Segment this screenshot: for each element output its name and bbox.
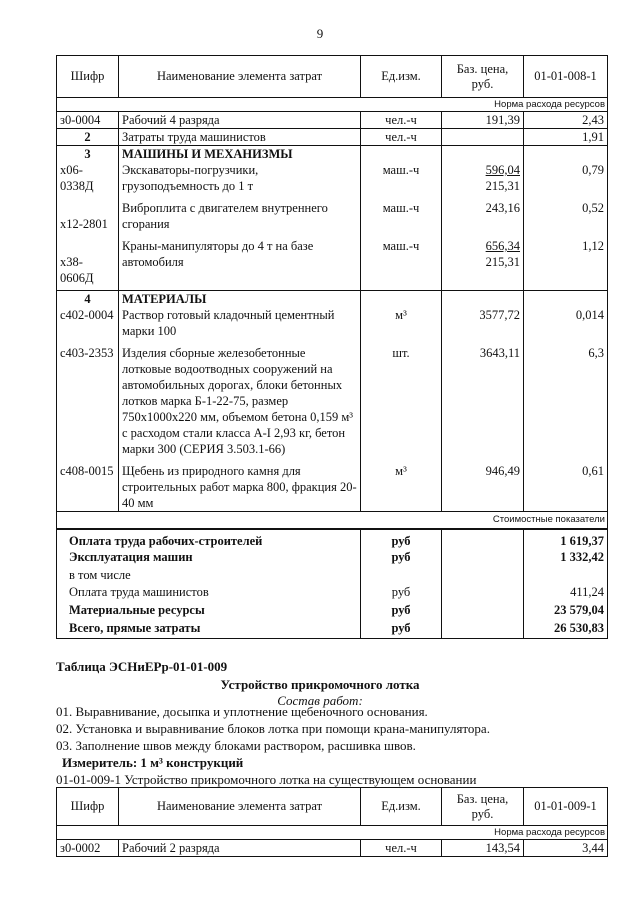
machines-section [57, 146, 608, 291]
row-name: Краны-манипуляторы до 4 т на базе автомобиля [122, 239, 314, 269]
cost-item-value [527, 567, 604, 584]
row-unit: чел.-ч [361, 840, 442, 857]
row-price: 143,54 [442, 840, 524, 857]
header-name: Наименование элемента затрат [119, 788, 361, 826]
header-norm-code: 01-01-008-1 [524, 56, 608, 98]
cost-item-value: 1 619,37 [560, 534, 604, 548]
cost-item-label: Всего, прямые затраты [69, 621, 201, 635]
row-code: х38-0606Д [60, 255, 94, 285]
cost-item-unit: руб [391, 550, 411, 564]
cost-item-unit: руб [391, 534, 411, 548]
row-price-secondary: 215,31 [485, 179, 520, 193]
row-name: Щебень из природного камня для строительных работ марка 800, фракция 20-40 мм [122, 464, 357, 510]
header-unit: Ед.изм. [361, 56, 442, 98]
row-price: 596,04 [485, 163, 520, 177]
header-unit: Ед.изм. [361, 788, 442, 826]
resource-table-01-01-009-1 [56, 787, 608, 857]
cost-item-unit [364, 567, 438, 584]
row-code: з0-0004 [57, 112, 119, 129]
row-value: 3,44 [524, 840, 608, 857]
row-unit: маш.-ч [382, 239, 420, 253]
row-price: 191,39 [442, 112, 524, 129]
norm-label: Норма расхода ресурсов [57, 826, 608, 840]
row-code: 2 [57, 129, 119, 146]
row-price: 243,16 [485, 201, 520, 215]
work-item: 02. Установка и выравнивание блоков лотка при помощи крана-манипулятора. [56, 721, 490, 736]
section-title: МАТЕРИАЛЫ [122, 292, 207, 306]
work-item: 03. Заполнение швов между блоками раствором, расшивка швов. [56, 738, 416, 753]
row-value: 2,43 [524, 112, 608, 129]
row-price [442, 129, 524, 146]
page-number: 9 [316, 26, 324, 41]
cost-item-value: 23 579,04 [554, 603, 604, 617]
cost-label: Стоимостные показатели [57, 512, 608, 530]
row-unit: маш.-ч [382, 201, 420, 215]
row-name: Виброплита с двигателем внутреннего сгорания [122, 201, 328, 231]
row-unit: чел.-ч [361, 112, 442, 129]
row-code: с408-0015 [60, 464, 114, 478]
header-price: Баз. цена, руб. [442, 788, 524, 826]
norm-label: Норма расхода ресурсов [57, 98, 608, 112]
row-price: 3577,72 [479, 308, 520, 322]
row-price: 3643,11 [479, 346, 520, 360]
row-code: с402-0004 [60, 308, 114, 322]
row-value: 0,61 [582, 464, 604, 478]
composition-title: Состав работ: [277, 693, 363, 708]
row-code: з0-0002 [57, 840, 119, 857]
cost-item-label: в том числе [69, 568, 131, 582]
cost-item-unit: руб [391, 585, 411, 599]
row-code: х12-2801 [60, 217, 108, 231]
row-code: х06-0338Д [60, 163, 94, 193]
row-value: 1,12 [582, 239, 604, 253]
row-name: Экскаваторы-погрузчики, грузоподъемность до 1 т [122, 163, 259, 193]
cost-item-label: Оплата труда машинистов [69, 585, 209, 599]
table-row [57, 129, 608, 146]
row-unit: маш.-ч [382, 163, 420, 177]
row-name: Раствор готовый кладочный цементный марки 100 [122, 308, 335, 338]
row-name: Затраты труда машинистов [119, 129, 361, 146]
header-norm-code: 01-01-009-1 [524, 788, 608, 826]
cost-item-value: 1 332,42 [560, 550, 604, 564]
row-unit: м³ [395, 308, 407, 322]
table-row [57, 112, 608, 129]
row-name: Рабочий 2 разряда [119, 840, 361, 857]
measure-unit: Измеритель: 1 м³ конструкций [62, 755, 244, 770]
row-name: Рабочий 4 разряда [119, 112, 361, 129]
row-price: 656,34 [485, 239, 520, 253]
row-price-secondary: 215,31 [485, 255, 520, 269]
section-subtitle: Устройство прикромочного лотка [220, 677, 420, 692]
row-value: 1,91 [524, 129, 608, 146]
cost-item-label: Оплата труда рабочих-строителей [69, 534, 263, 548]
row-name: Изделия сборные железобетонные лотковые водоотводных сооружений на автомобильных дорогах, блоки бетонных лотков марка Б-1-22-75, размер 750х1000х220 мм, объемом бетона 0,159 м³ с расходом стали класса А-I 2,93 кг, бетон марки 300 (СЕРИЯ 3.503.1-66) [122, 346, 354, 456]
cost-item-unit: руб [391, 621, 411, 635]
cost-item-value: 411,24 [570, 585, 604, 599]
cost-item-label: Эксплуатация машин [69, 550, 193, 564]
table-title: Таблица ЭСНиЕРр-01-01-009 [56, 659, 228, 674]
section-number: 4 [84, 292, 91, 306]
row-value: 0,52 [582, 201, 604, 215]
row-price: 946,49 [485, 464, 520, 478]
header-name: Наименование элемента затрат [119, 56, 361, 98]
resource-table-01-01-008-1 [56, 55, 608, 639]
header-code: Шифр [57, 56, 119, 98]
row-unit: м³ [395, 464, 407, 478]
header-code: Шифр [57, 788, 119, 826]
section-number: 3 [84, 147, 91, 161]
row-unit: чел.-ч [361, 129, 442, 146]
work-item: 01. Выравнивание, досыпка и уплотнение щебеночного основания. [56, 704, 428, 719]
section-title: МАШИНЫ И МЕХАНИЗМЫ [122, 147, 293, 161]
cost-summary [57, 529, 608, 639]
row-value: 0,79 [582, 163, 604, 177]
row-unit: шт. [392, 346, 410, 360]
row-value: 0,014 [575, 308, 604, 322]
row-code: с403-2353 [60, 346, 114, 360]
header-price: Баз. цена, руб. [442, 56, 524, 98]
cost-item-label: Материальные ресурсы [69, 603, 205, 617]
norm-title: 01-01-009-1 Устройство прикромочного лотка на существующем основании [56, 772, 477, 787]
materials-section [57, 291, 608, 512]
row-value: 6,3 [588, 346, 604, 360]
cost-item-unit: руб [391, 603, 411, 617]
cost-item-value: 26 530,83 [554, 621, 604, 635]
table-row [57, 840, 608, 857]
